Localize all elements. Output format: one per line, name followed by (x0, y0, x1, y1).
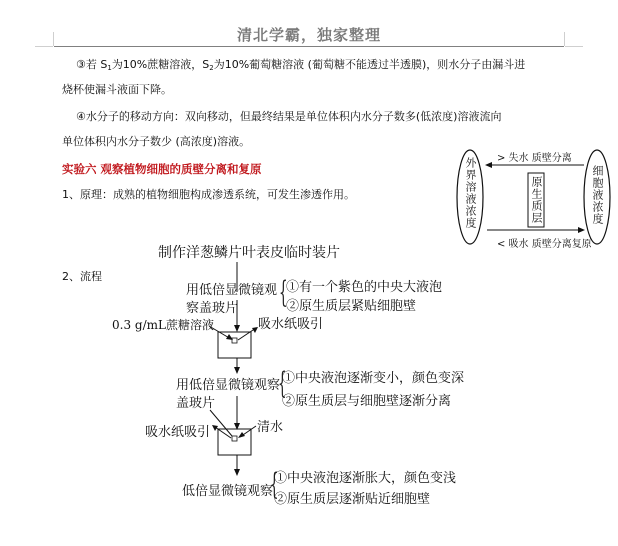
reagent-sucrose-solution: 0.3 g/mL蔗糖溶液 (112, 318, 214, 332)
right-oval-label: 细胞液浓度 (591, 165, 604, 225)
flow-step-1: 制作洋葱鳞片叶表皮临时装片 (158, 245, 340, 261)
paragraph-3-line-2: 烧杯使漏斗液面下降。 (62, 83, 172, 96)
reagent-blotting-paper-2: 吸水纸吸引 (145, 425, 211, 440)
flow-step-3-line-2: 盖玻片 (176, 396, 216, 411)
observation-2a: ①中央液泡逐渐变小，颜色变深 (282, 371, 465, 386)
flow-step-2-line-2: 察盖玻片 (186, 301, 239, 316)
process-label: 2、流程 (62, 270, 102, 283)
paragraph-4-line-2: 单位体积内水分子数少 (高浓度)溶液。 (62, 135, 251, 148)
flow-step-3-line-1: 用低倍显微镜观察 (176, 378, 281, 393)
paragraph-3-prefix: ③若 S (76, 58, 108, 71)
observation-3b: ②原生质层逐渐贴近细胞壁 (274, 492, 431, 507)
observation-2b: ②原生质层与细胞壁逐渐分离 (282, 394, 452, 409)
paragraph-3-mid-1: 为10%蔗糖溶液，S (111, 58, 210, 71)
principle-text: 1、原理：成熟的植物细胞构成渗透系统，可发生渗透作用。 (62, 188, 355, 201)
observation-1b: ②原生质层紧贴细胞壁 (286, 299, 417, 314)
bottom-arrow-label: < 吸水 质壁分离复原 (497, 239, 592, 250)
observation-1a: ①有一个紫色的中央大液泡 (286, 280, 443, 295)
flow-step-2-line-1: 用低倍显微镜观 (186, 283, 278, 298)
left-oval-label: 外界溶液浓度 (464, 157, 477, 229)
center-box-label: 原生质层 (530, 176, 543, 224)
brace-3: { (270, 467, 279, 502)
observation-3a: ①中央液泡逐渐胀大，颜色变浅 (274, 471, 457, 486)
paragraph-3-mid-2: 为10%葡萄糖溶液 (葡萄糖不能透过半透膜)，则水分子由漏斗进 (213, 58, 526, 71)
paragraph-4-line-1: ④水分子的移动方向：双向移动，但最终结果是单位体积内水分子数多(低浓度)溶液流向 (76, 110, 502, 123)
page-header-title: 清北学霸，独家整理 (236, 26, 381, 44)
top-arrow-label: > 失水 质壁分离 (497, 153, 572, 164)
subscript-2: 2 (209, 64, 214, 72)
reagent-blotting-paper-1: 吸水纸吸引 (258, 317, 324, 332)
flow-step-4: 低倍显微镜观察 (182, 484, 274, 499)
brace-1: { (279, 275, 288, 310)
subscript-1: 1 (107, 64, 112, 72)
section-title: 实验六 观察植物细胞的质壁分离和复原 (62, 162, 262, 176)
reagent-clear-water: 清水 (257, 420, 284, 435)
brace-2: { (278, 366, 287, 401)
